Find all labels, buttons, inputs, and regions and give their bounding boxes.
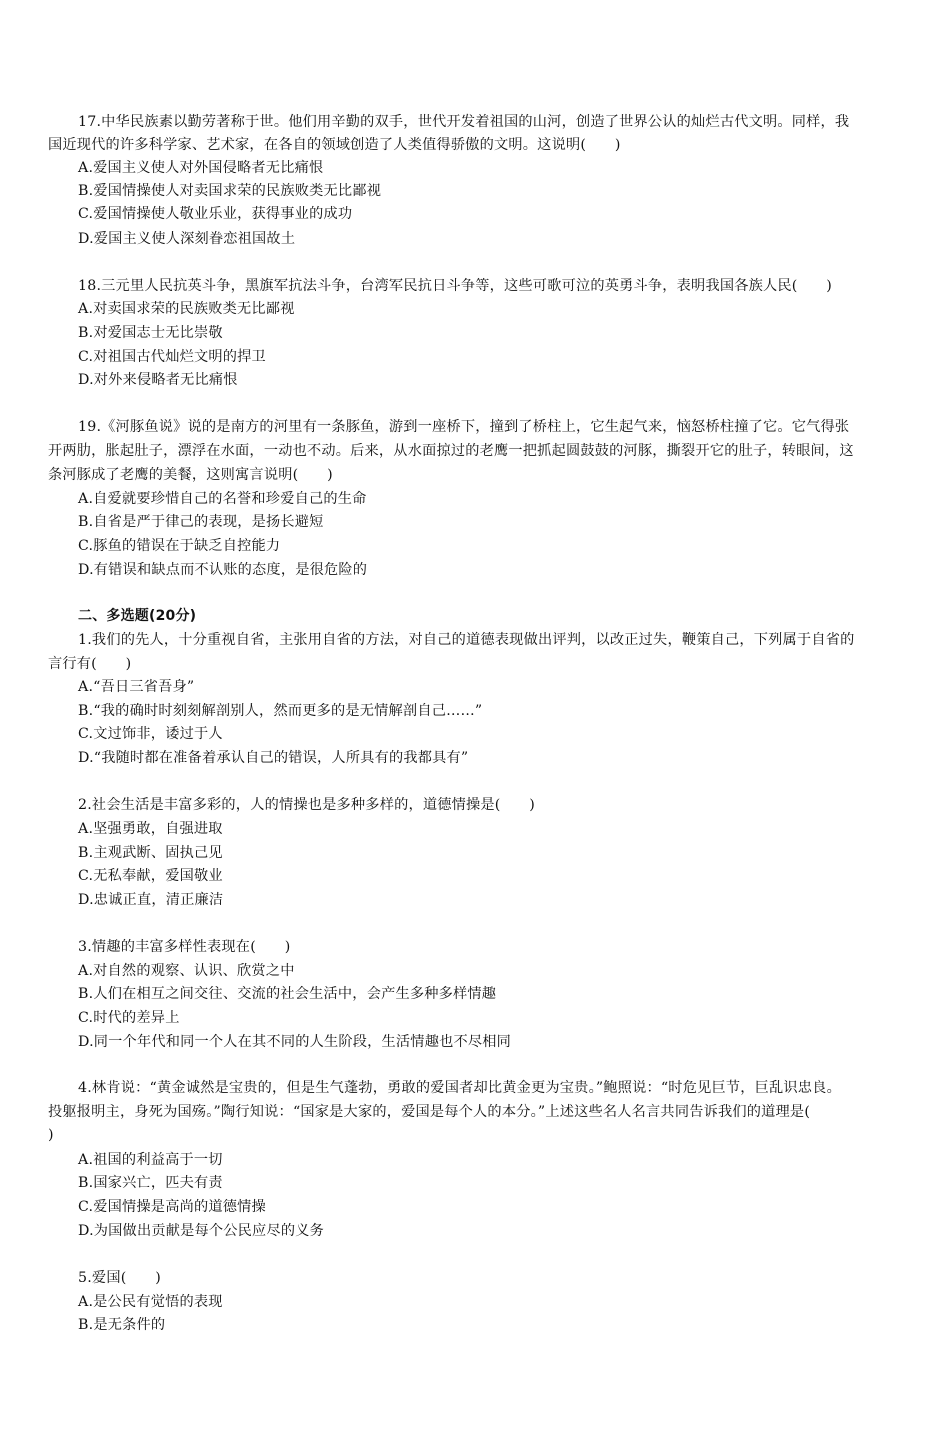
question-stem: 国近现代的许多科学家、艺术家，在各自的领域创造了人类值得骄傲的文明。这说明( ) bbox=[48, 137, 621, 153]
question-stem: 2.社会生活是丰富多彩的，人的情操也是多种多样的，道德情操是( ) bbox=[78, 797, 536, 813]
option-d: D.爱国主义使人深刻眷恋祖国故土 bbox=[78, 231, 296, 247]
option-c: C.文过饰非，诿过于人 bbox=[78, 726, 223, 742]
option-a: A.对卖国求荣的民族败类无比鄙视 bbox=[78, 301, 295, 317]
section-heading: 二、多选题(20分) bbox=[78, 608, 197, 624]
option-c: C.时代的差异上 bbox=[78, 1010, 180, 1026]
option-d: D.同一个年代和同一个人在其不同的人生阶段，生活情趣也不尽相同 bbox=[78, 1034, 512, 1050]
option-c: C.豚鱼的错误在于缺乏自控能力 bbox=[78, 538, 281, 554]
option-b: B.主观武断、固执己见 bbox=[78, 845, 223, 861]
question-stem: 言行有( ) bbox=[48, 656, 132, 672]
question-stem: 4.林肯说：“黄金诚然是宝贵的，但是生气蓬勃，勇敢的爱国者却比黄金更为宝贵。”鲍照说：“时危见巨节，巨乱识忠良。 bbox=[78, 1080, 841, 1096]
option-b: B.“我的确时时刻刻解剖别人，然而更多的是无情解剖自己……” bbox=[78, 703, 483, 719]
option-a: A.对自然的观察、认识、欣赏之中 bbox=[78, 963, 295, 979]
option-a: A.“吾日三省吾身” bbox=[78, 679, 195, 695]
option-d: D.有错误和缺点而不认账的态度，是很危险的 bbox=[78, 562, 368, 578]
option-b: B.对爱国志士无比崇敬 bbox=[78, 325, 223, 341]
option-d: D.“我随时都在准备着承认自己的错误，人所具有的我都具有” bbox=[78, 750, 469, 766]
question-stem: 投躯报明主，身死为国殇。”陶行知说：“国家是大家的，爱国是每个人的本分。”上述这些名人名言共同告诉我们的道理是( bbox=[48, 1104, 811, 1120]
question-stem: ) bbox=[48, 1127, 54, 1143]
option-b: B.国家兴亡，匹夫有责 bbox=[78, 1175, 223, 1191]
option-a: A.坚强勇敢，自强进取 bbox=[78, 821, 223, 837]
option-a: A.爱国主义使人对外国侵略者无比痛恨 bbox=[78, 160, 324, 176]
question-stem: 18.三元里人民抗英斗争，黑旗军抗法斗争，台湾军民抗日斗争等，这些可歌可泣的英勇斗争，表明我国各族人民( ) bbox=[78, 278, 833, 294]
option-c: C.爱国情操是高尚的道德情操 bbox=[78, 1199, 266, 1215]
option-d: D.为国做出贡献是每个公民应尽的义务 bbox=[78, 1223, 324, 1239]
option-b: B.是无条件的 bbox=[78, 1317, 166, 1333]
option-a: A.自爱就要珍惜自己的名誉和珍爱自己的生命 bbox=[78, 491, 367, 507]
option-b: B.爱国情操使人对卖国求荣的民族败类无比鄙视 bbox=[78, 183, 382, 199]
option-b: B.自省是严于律己的表现，是扬长避短 bbox=[78, 514, 324, 530]
option-d: D.忠诚正直，清正廉洁 bbox=[78, 892, 224, 908]
question-stem: 3.情趣的丰富多样性表现在( ) bbox=[78, 939, 291, 955]
option-c: C.爱国情操使人敬业乐业，获得事业的成功 bbox=[78, 206, 353, 222]
option-c: C.对祖国古代灿烂文明的捍卫 bbox=[78, 349, 266, 365]
option-a: A.祖国的利益高于一切 bbox=[78, 1152, 223, 1168]
option-b: B.人们在相互之间交往、交流的社会生活中，会产生多种多样情趣 bbox=[78, 986, 497, 1002]
question-stem: 5.爱国( ) bbox=[78, 1270, 161, 1286]
option-a: A.是公民有觉悟的表现 bbox=[78, 1294, 223, 1310]
question-stem: 19.《河豚鱼说》说的是南方的河里有一条豚鱼，游到一座桥下，撞到了桥柱上，它生起气来，恼怒桥柱撞了它。它气得张 bbox=[78, 419, 850, 435]
option-d: D.对外来侵略者无比痛恨 bbox=[78, 372, 238, 388]
question-stem: 开两肋，胀起肚子，漂浮在水面，一动也不动。后来，从水面掠过的老鹰一把抓起圆鼓鼓的河豚，撕裂开它的肚子，转眼间，这 bbox=[48, 443, 854, 459]
question-stem: 17.中华民族素以勤劳著称于世。他们用辛勤的双手，世代开发着祖国的山河，创造了世界公认的灿烂古代文明。同样，我 bbox=[78, 114, 850, 130]
question-stem: 1.我们的先人，十分重视自省，主张用自省的方法，对自己的道德表现做出评判，以改正过失，鞭策自己，下列属于自省的 bbox=[78, 632, 855, 648]
option-c: C.无私奉献，爱国敬业 bbox=[78, 868, 223, 884]
question-stem: 条河豚成了老鹰的美餐，这则寓言说明( ) bbox=[48, 467, 333, 483]
